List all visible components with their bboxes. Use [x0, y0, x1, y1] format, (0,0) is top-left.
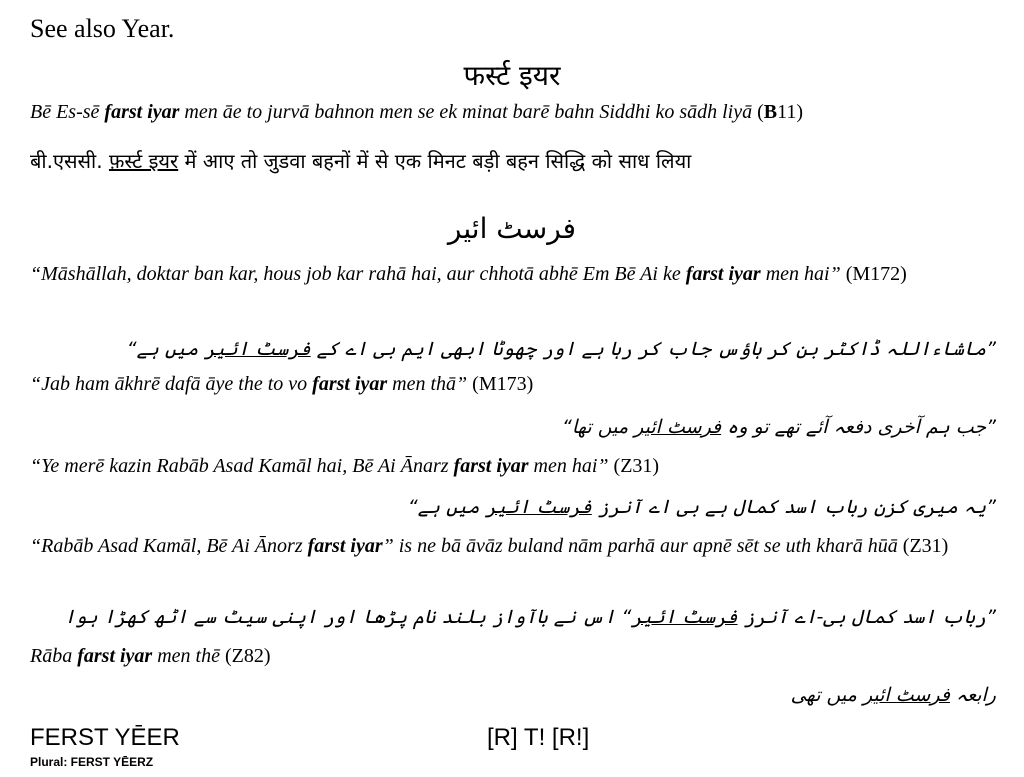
example-4-urdu [36, 494, 996, 520]
example-4-transliteration [30, 454, 996, 478]
example-text: बी.एससी. [30, 149, 109, 173]
term: फ़र्स्ट इयर [108, 149, 179, 173]
see-also-note: See also Year. [30, 14, 175, 43]
term: farst iyar [312, 373, 388, 395]
citation: (Z31) [613, 455, 660, 477]
example-text: “Māshāllah, doktar ban kar, hous job kar rahā hai, aur chhotā abhē Em Bē Ai ke [30, 263, 686, 285]
example-text: میں تھا“ [562, 416, 635, 438]
example-3-urdu [36, 414, 996, 440]
term: فرسٹ ائیر [204, 338, 311, 360]
example-text: men āe to jurvā bahnon men se ek minat barē bahn Siddhi ko sādh liyā [179, 101, 758, 123]
example-text: men thā” [387, 373, 468, 395]
example-2-transliteration [30, 262, 996, 286]
term: فرسٹ ائیر [485, 496, 592, 518]
example-text: Bē Es-sē [30, 101, 105, 123]
example-6-urdu [36, 682, 996, 708]
example-text: men hai” [528, 455, 609, 477]
term: farst iyar [685, 263, 761, 285]
example-text: Rāba [30, 645, 78, 667]
citation: (Z82) [224, 645, 271, 667]
example-text: رابعہ [949, 684, 996, 706]
citation: (M173) [472, 373, 534, 395]
example-text: ”یہ میری کزن رباب اسد کمال ہے بی اے آنرز [591, 496, 996, 518]
term: فرسٹ ائیر [862, 684, 950, 706]
example-text: “ اس نے باآواز بلند نام پڑھا اور اپنی سیٹ سے اٹھ کھڑا ہوا [64, 606, 632, 628]
example-1-transliteration [30, 100, 996, 124]
example-text: men thē [152, 645, 225, 667]
devanagari-heading: फर्स्ट इयर [463, 59, 561, 92]
example-text: ”جب ہم آخری دفعہ آئے تھے تو وہ [721, 416, 996, 438]
example-text: میں ہے“ [126, 338, 205, 360]
citation: (Z31) [902, 535, 949, 557]
urdu-heading: فرسٹ ائیر [447, 212, 577, 245]
citation: (B11) [757, 101, 804, 123]
example-5-transliteration [30, 534, 996, 558]
term: farst iyar [307, 535, 383, 557]
plural-form: Plural: FERST YĒERZ [30, 755, 154, 769]
example-6-transliteration [30, 644, 996, 668]
example-text: men hai” [760, 263, 841, 285]
example-text: ” is ne bā āvāz buland nām parhā aur apnē sēt se uth kharā hūā [382, 535, 903, 557]
example-text: “Ye merē kazin Rabāb Asad Kamāl hai, Bē Ai Ānarz [30, 455, 454, 477]
example-text: “Rabāb Asad Kamāl, Bē Ai Ānorz [30, 535, 308, 557]
example-text: ”ماشاءاللہ ڈاکٹر بن کر ہاؤس جاب کر رہا ہے اور چھوٹا ابھی ایم بی اے کے [310, 338, 996, 360]
term: farst iyar [453, 455, 529, 477]
term: farst iyar [77, 645, 153, 667]
term: فرسٹ ائیر [634, 416, 722, 438]
pronunciation-code: [R] T! [R!] [487, 724, 590, 751]
example-text: में आए तो जुडवा बहनों में से एक मिनट बड़ी बहन सिद्धि को साध लिया [178, 149, 692, 173]
example-2-urdu [36, 336, 996, 362]
example-text: ”رباب اسد کمال بی-اے آنرز [737, 606, 996, 628]
term: فرسٹ ائیر [631, 606, 738, 628]
term: farst iyar [104, 101, 180, 123]
example-3-transliteration [30, 372, 996, 396]
example-1-devanagari [30, 148, 996, 174]
example-5-urdu [36, 604, 996, 630]
example-text: میں تھی [790, 684, 863, 706]
citation: (M172) [845, 263, 907, 285]
headword: FERST YĒER [30, 724, 180, 751]
example-text: میں ہے“ [407, 496, 486, 518]
example-text: “Jab ham ākhrē dafā āye the to vo [30, 373, 313, 395]
